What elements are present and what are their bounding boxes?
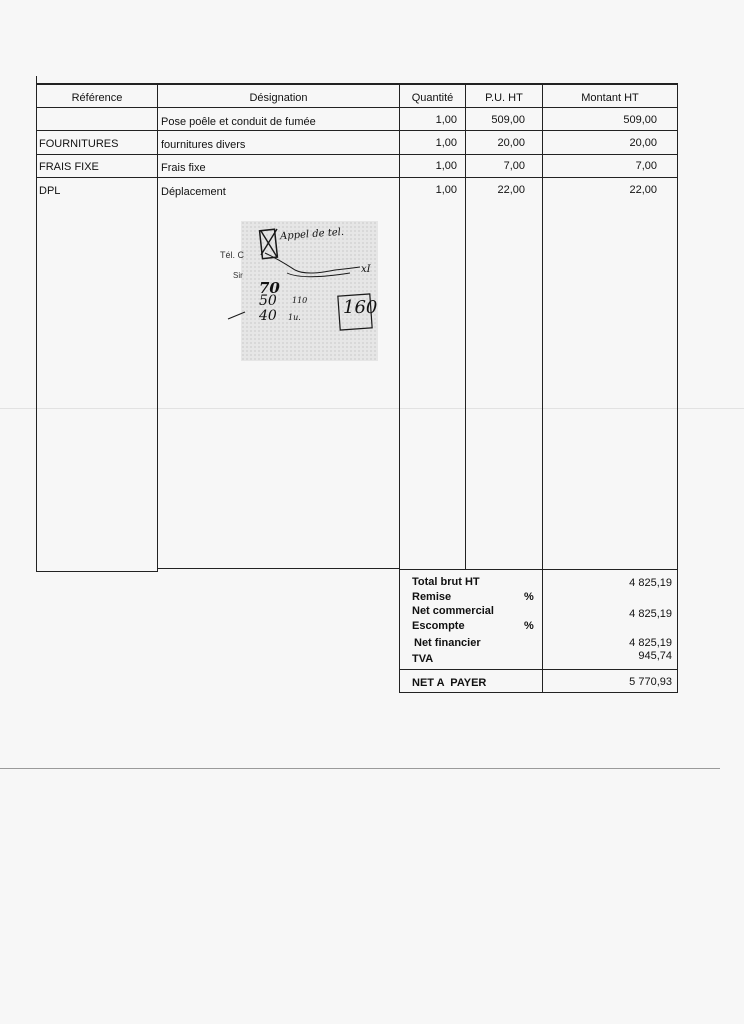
table-row-1-montant-ht: 20,00 xyxy=(629,137,657,149)
table-row-0-quantite: 1,00 xyxy=(435,114,457,126)
net-commercial-value: 4 825,19 xyxy=(629,608,672,620)
escompte-pct: % xyxy=(524,620,534,632)
tva-value: 945,74 xyxy=(638,650,672,662)
header-pu-ht: P.U. HT xyxy=(485,92,523,104)
handwritten-1u: 1u. xyxy=(288,313,301,322)
table-row-0-pu-ht: 509,00 xyxy=(491,114,525,126)
note-printed-tel: Tél. C xyxy=(220,250,245,260)
note-printed-si: Sir xyxy=(233,271,243,280)
net-a-payer-label: NET A PAYER xyxy=(412,677,487,689)
table-row-3-designation: Déplacement xyxy=(161,186,226,198)
net-commercial-label: Net commercial xyxy=(412,605,494,617)
net-financier-value: 4 825,19 xyxy=(629,637,672,649)
table-row-2-quantite: 1,00 xyxy=(435,160,457,172)
handwritten-note-text: Appel de tel. xyxy=(279,226,345,243)
scan-fold-line-upper xyxy=(0,408,744,409)
table-row-2-reference: FRAIS FIXE xyxy=(39,161,99,173)
table-row-2-montant-ht: 7,00 xyxy=(635,160,657,172)
header-quantite: Quantité xyxy=(411,92,454,104)
table-row-1-pu-ht: 20,00 xyxy=(497,137,525,149)
table-row-3-quantite: 1,00 xyxy=(435,184,457,196)
table-row-2-pu-ht: 7,00 xyxy=(503,160,525,172)
table-row-3-reference: DPL xyxy=(39,185,61,197)
table-row-3-pu-ht: 22,00 xyxy=(497,184,525,196)
table-row-1-reference: FOURNITURES xyxy=(39,138,119,150)
header-reference: Référence xyxy=(71,92,123,104)
total-brut-label: Total brut HT xyxy=(412,576,480,588)
handwritten-70: 70 xyxy=(259,279,280,297)
handwritten-40: 40 xyxy=(259,308,277,324)
handwritten-x1: xI xyxy=(361,264,371,275)
header-montant-ht: Montant HT xyxy=(581,92,639,104)
handwritten-110: 110 xyxy=(292,296,308,305)
net-financier-label: Net financier xyxy=(414,637,481,649)
scan-fold-line xyxy=(0,768,720,769)
table-row-3-montant-ht: 22,00 xyxy=(629,184,657,196)
table-row-1-quantite: 1,00 xyxy=(435,137,457,149)
handwritten-50: 50 xyxy=(259,293,277,309)
tva-label: TVA xyxy=(412,653,434,665)
remise-pct: % xyxy=(524,591,534,603)
net-a-payer-value: 5 770,93 xyxy=(629,676,672,688)
remise-label: Remise xyxy=(412,591,452,603)
table-row-2-designation: Frais fixe xyxy=(161,162,206,174)
table-row-0-designation: Pose poêle et conduit de fumée xyxy=(161,116,316,128)
table-row-1-designation: fournitures divers xyxy=(161,139,246,151)
handwritten-boxed-160: 160 xyxy=(343,297,378,318)
escompte-label: Escompte xyxy=(412,620,465,632)
table-row-0-montant-ht: 509,00 xyxy=(623,114,657,126)
header-designation: Désignation xyxy=(249,92,308,104)
total-brut-value: 4 825,19 xyxy=(629,577,672,589)
